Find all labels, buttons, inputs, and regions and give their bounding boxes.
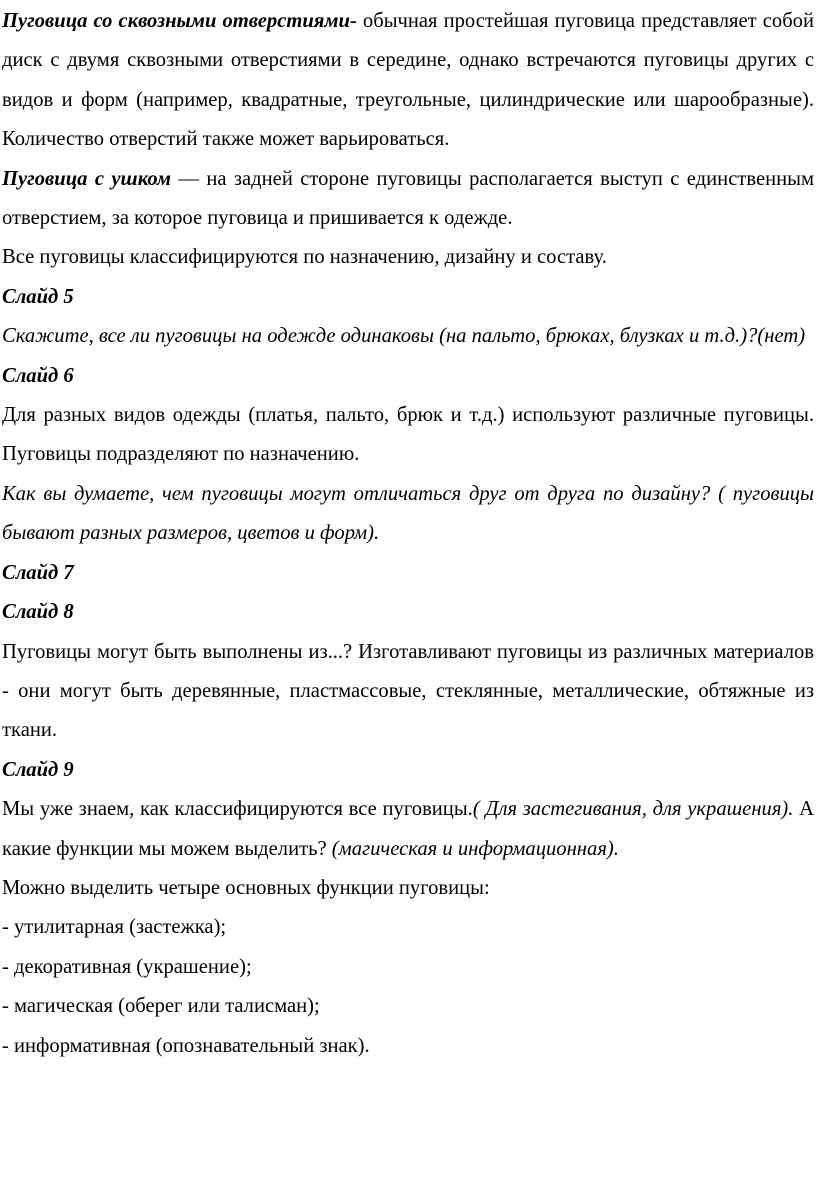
slide-5-question: Скажите, все ли пуговицы на одежде одинаковы (на пальто, брюках, блузках и т.д.)?(нет) xyxy=(2,325,806,348)
slide-6-heading: Слайд 6 xyxy=(2,364,74,387)
definition-button-with-shank: — на задней стороне пуговицы располагается выступ с единственным отверстием, за которое пуговица и пришивается к одежде. xyxy=(2,167,814,230)
slide-9-text-b: А какие функции мы можем выделить? xyxy=(2,798,814,860)
term-button-with-shank: Пуговица с ушком xyxy=(2,167,171,190)
document-page xyxy=(2,2,814,1066)
function-item: - информативная (опознавательный знак). xyxy=(2,1034,370,1057)
slide-9-text-a: Мы уже знаем, как классифицируются все пуговицы. xyxy=(2,798,473,821)
slide-9-italic-b: (магическая и информационная). xyxy=(331,837,619,860)
slide-5-heading: Слайд 5 xyxy=(2,285,74,308)
slide-6-question: Как вы думаете, чем пуговицы могут отличаться друг от друга по дизайну? ( пуговицы бывают разных размеров, цветов и форм). xyxy=(2,482,814,545)
slide-7-heading: Слайд 7 xyxy=(2,561,74,584)
slide-9-heading: Слайд 9 xyxy=(2,758,74,781)
slide-8-heading: Слайд 8 xyxy=(2,601,74,624)
slide-9-text xyxy=(2,790,814,869)
paragraph-button-with-shank xyxy=(2,160,814,239)
function-item: - магическая (оберег или талисман); xyxy=(2,995,320,1018)
definition-button-with-holes: обычная простейшая пуговица представляет собой диск с двумя сквозными отверстиями в середине, однако встречаются пуговицы других с видов и форм (например, квадратные, треугольные, цилиндрические или шарообразные). Количество отверстий также может варьироваться. xyxy=(2,10,814,151)
functions-intro: Можно выделить четыре основных функции пуговицы: xyxy=(2,876,490,899)
function-item: - утилитарная (застежка); xyxy=(2,916,227,939)
function-item: - декоративная (украшение); xyxy=(2,955,252,978)
term-button-with-holes: Пуговица со сквозными отверстиями- xyxy=(2,10,357,32)
slide-6-text: Для разных видов одежды (платья, пальто, брюк и т.д.) используют различные пуговицы. Пуговицы подразделяют по назначению. xyxy=(2,404,814,466)
slide-9-italic-a: ( Для застегивания, для украшения). xyxy=(472,798,794,821)
classification-sentence: Все пуговицы классифицируются по назначению, дизайну и составу. xyxy=(2,246,607,269)
paragraph-button-with-holes xyxy=(2,2,814,160)
slide-8-text: Пуговицы могут быть выполнены из...? Изготавливают пуговицы из различных материалов - они могут быть деревянные, пластмассовые, стеклянные, металлические, обтяжные из ткани. xyxy=(2,640,814,742)
